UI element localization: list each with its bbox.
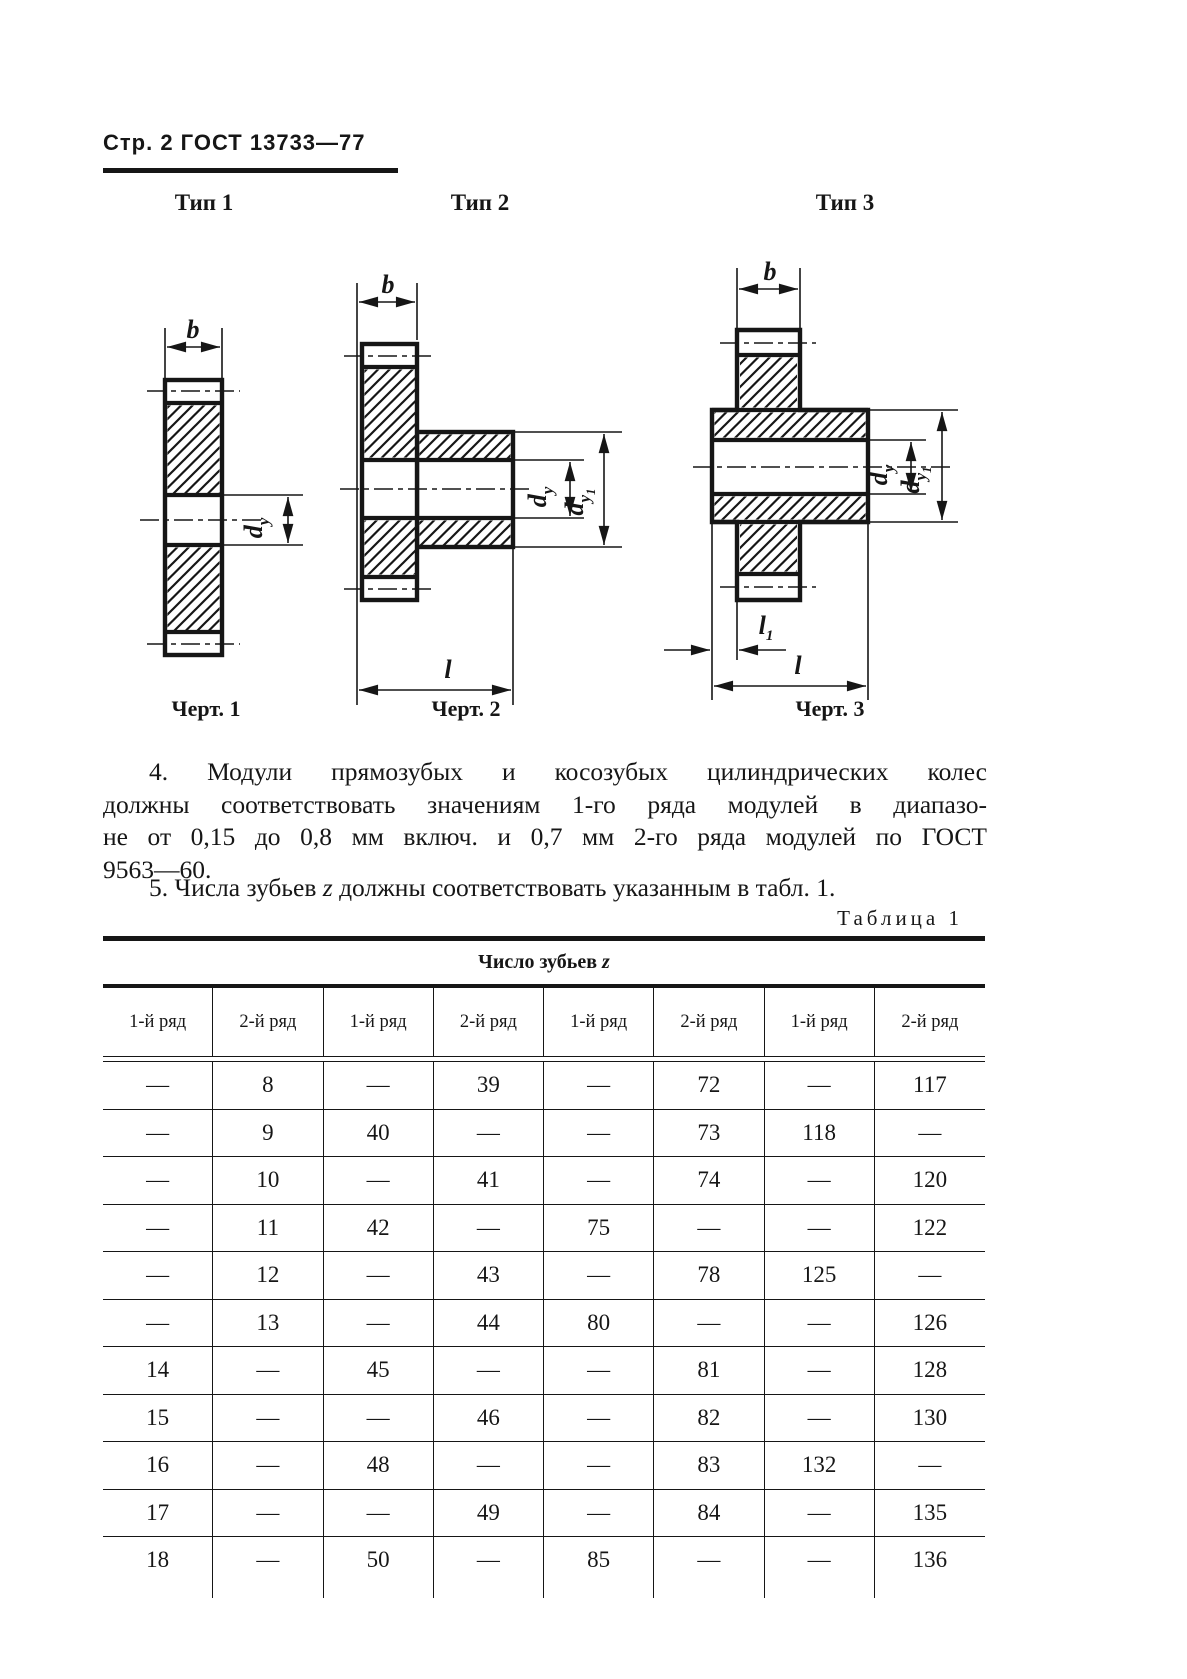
table-cell: 10 [213,1157,323,1204]
table-cell: 74 [654,1157,764,1204]
table-cell: — [765,1205,875,1252]
table-cell: 85 [544,1537,654,1584]
table-cell: — [103,1062,213,1109]
table-cell: — [765,1062,875,1109]
table-header-row [103,988,985,1056]
table-cell: — [324,1395,434,1442]
table-title: Таблица 1 [837,906,963,930]
dy1-dimension [515,432,622,547]
table-cell: — [544,1252,654,1299]
table-caption: Число зубьев z [478,950,610,973]
table-cell: 78 [654,1252,764,1299]
table-row [103,1347,985,1395]
table-cell: — [544,1490,654,1537]
gear-drawing-type1 [110,300,310,700]
paragraph-item4-line3: не от 0,15 до 0,8 мм включ. и 0,7 мм 2-го ряда модулей по ГОСТ [103,822,987,851]
table-cell: — [434,1205,544,1252]
figure2-type-label: Тип 2 [450,190,510,215]
table-cell: — [324,1252,434,1299]
table-row [103,1490,985,1538]
table-cell: — [918,1452,942,1477]
table-cell: 83 [654,1442,764,1489]
b-dimension [737,257,800,328]
dim-label-b: b [381,270,395,299]
table-cell: 132 [765,1442,875,1489]
table-cell: 44 [434,1300,544,1347]
table-cell: — [434,1110,544,1157]
dim-label-dy1: $d_y1$ [560,488,598,516]
paragraph-item4-line2: должны соответствовать значениям 1-го ряда модулей в диапазо- [103,789,987,819]
table-cell: 8 [213,1062,323,1109]
table-cell: 40 [324,1110,434,1157]
table-row [103,1537,985,1584]
dim-label-dy1: $d_y1$ [896,466,934,494]
table-tail-cell [765,1584,875,1598]
table-row [103,1205,985,1253]
table-cell: 41 [434,1157,544,1204]
table-cell: 49 [434,1490,544,1537]
header-rule [103,168,398,173]
table-cell: — [324,1300,434,1347]
table-cell: — [654,1300,764,1347]
table-cell: 130 [912,1404,948,1430]
gear-section [165,380,222,655]
table-cell: 39 [434,1062,544,1109]
table-cell: 75 [544,1205,654,1252]
table-cell: 45 [324,1347,434,1394]
table-tail-cell [324,1584,434,1598]
gear-drawing-type3 [660,240,1000,710]
dim-label-l1: $l_1$ [758,611,774,644]
table-cell: 72 [654,1062,764,1109]
table-row [103,1395,985,1443]
table-cell: 11 [213,1205,323,1252]
figure3-caption: Черт. 3 [795,696,865,721]
table-cell: 136 [912,1547,948,1572]
paragraph-item4-line4: 9563—60. [103,854,212,884]
table-cell: — [765,1490,875,1537]
table-cell: 118 [765,1110,875,1157]
gear-section [712,330,868,600]
figure3-type-label: Тип 3 [815,190,875,215]
table-cell: 43 [434,1252,544,1299]
table-cell: — [213,1537,323,1584]
figure1-caption: Черт. 1 [171,696,241,721]
table-cell: — [765,1395,875,1442]
table-cell: — [103,1300,213,1347]
table-tail-cell [654,1584,764,1598]
table-cell: — [918,1262,942,1287]
table-cell: — [103,1157,213,1204]
table-cell: — [324,1157,434,1204]
table-body [103,1062,985,1584]
table-cell: 17 [103,1490,213,1537]
table-tail [103,1584,985,1598]
paragraph-item4-line1: 4. Модули прямозубых и косозубых цилиндрических колес [149,757,987,786]
table-row [103,1442,985,1490]
table-cell: 15 [103,1395,213,1442]
table-tail-cell [213,1584,323,1598]
table-cell: 16 [103,1442,213,1489]
table-cell: — [434,1442,544,1489]
variable-z: z [602,950,610,973]
dim-label-b: b [763,257,777,286]
column-header: 1-й ряд [103,988,213,1056]
paragraph-item4 [103,756,987,886]
table-cell: — [654,1537,764,1584]
table-cell: — [765,1157,875,1204]
table-row [103,1252,985,1300]
variable-z: z [322,873,333,902]
table-tail-cell [434,1584,544,1598]
table-cell: — [103,1205,213,1252]
paragraph-item5-text: 5. Числа зубьев [149,873,323,902]
table-cell: — [544,1062,654,1109]
dim-label-dy: $d_y$ [239,517,273,539]
table-cell: 117 [913,1072,947,1097]
table-cell: 42 [324,1205,434,1252]
paragraph-item5-text-after: должны соответствовать указанным в табл. 1. [332,873,836,902]
table-cell: 126 [912,1309,948,1335]
column-header: 2-й ряд [213,988,323,1056]
table-cell: 120 [912,1167,948,1192]
table-cell: 13 [213,1300,323,1347]
table-cell: — [654,1205,764,1252]
table-cell: 18 [103,1537,213,1584]
table-cell: — [765,1300,875,1347]
gear-section [362,344,513,600]
table-cell: — [213,1490,323,1537]
column-header: 2-й ряд [434,988,544,1056]
dim-label-dy: $d_y$ [864,464,898,486]
table-tail-cell [875,1584,985,1598]
dim-label-l: l [444,655,452,684]
table-cell: — [434,1347,544,1394]
dim-label-dy: $d_y$ [523,486,557,508]
column-header: 1-й ряд [324,988,434,1056]
table-cell: 73 [654,1110,764,1157]
dim-label-b: b [186,315,200,344]
table-cell: — [103,1252,213,1299]
table-cell: 128 [912,1357,948,1382]
page-header: Стр. 2 ГОСТ 13733—77 [103,130,366,155]
dim-label-l: l [794,651,802,680]
table-cell: — [544,1395,654,1442]
table-cell: — [213,1395,323,1442]
table-cell: — [434,1537,544,1584]
table-cell: — [544,1110,654,1157]
table-tail-cell [103,1584,213,1598]
column-header: 2-й ряд [901,1011,959,1032]
table-cell: — [918,1119,942,1145]
table-cell: 135 [912,1499,948,1525]
table-cell: — [544,1157,654,1204]
table-cell: 80 [544,1300,654,1347]
table-cell: 12 [213,1252,323,1299]
table-cell: — [324,1062,434,1109]
table-cell: 9 [213,1110,323,1157]
column-header: 2-й ряд [654,988,764,1056]
table-cell: — [765,1537,875,1584]
teeth-number-table [103,936,985,1598]
paragraph-item5 [103,872,987,905]
table-cell: — [765,1347,875,1394]
table-cell: 82 [654,1395,764,1442]
table-cell: — [213,1442,323,1489]
table-cell: — [544,1442,654,1489]
table-cell: — [103,1110,213,1157]
table-cell: — [324,1490,434,1537]
b-dimension [165,315,222,378]
column-header: 1-й ряд [765,988,875,1056]
column-header: 1-й ряд [544,988,654,1056]
table-cell: 50 [324,1537,434,1584]
table-row [103,1110,985,1158]
table-cell: — [544,1347,654,1394]
figure2-caption: Черт. 2 [431,696,501,721]
gear-drawing-type2 [330,255,630,725]
table-cell: 81 [654,1347,764,1394]
table-cell: 125 [765,1252,875,1299]
table-cell: 14 [103,1347,213,1394]
table-cell: 48 [324,1442,434,1489]
figure1-type-label: Тип 1 [174,190,234,215]
table-cell: 46 [434,1395,544,1442]
table-cell: 84 [654,1490,764,1537]
table-row [103,1300,985,1348]
table-cell: — [213,1347,323,1394]
table-tail-cell [544,1584,654,1598]
table-cell: 122 [912,1214,948,1240]
table-row [103,1062,985,1110]
table-row [103,1157,985,1205]
l1-dimension [664,602,786,660]
